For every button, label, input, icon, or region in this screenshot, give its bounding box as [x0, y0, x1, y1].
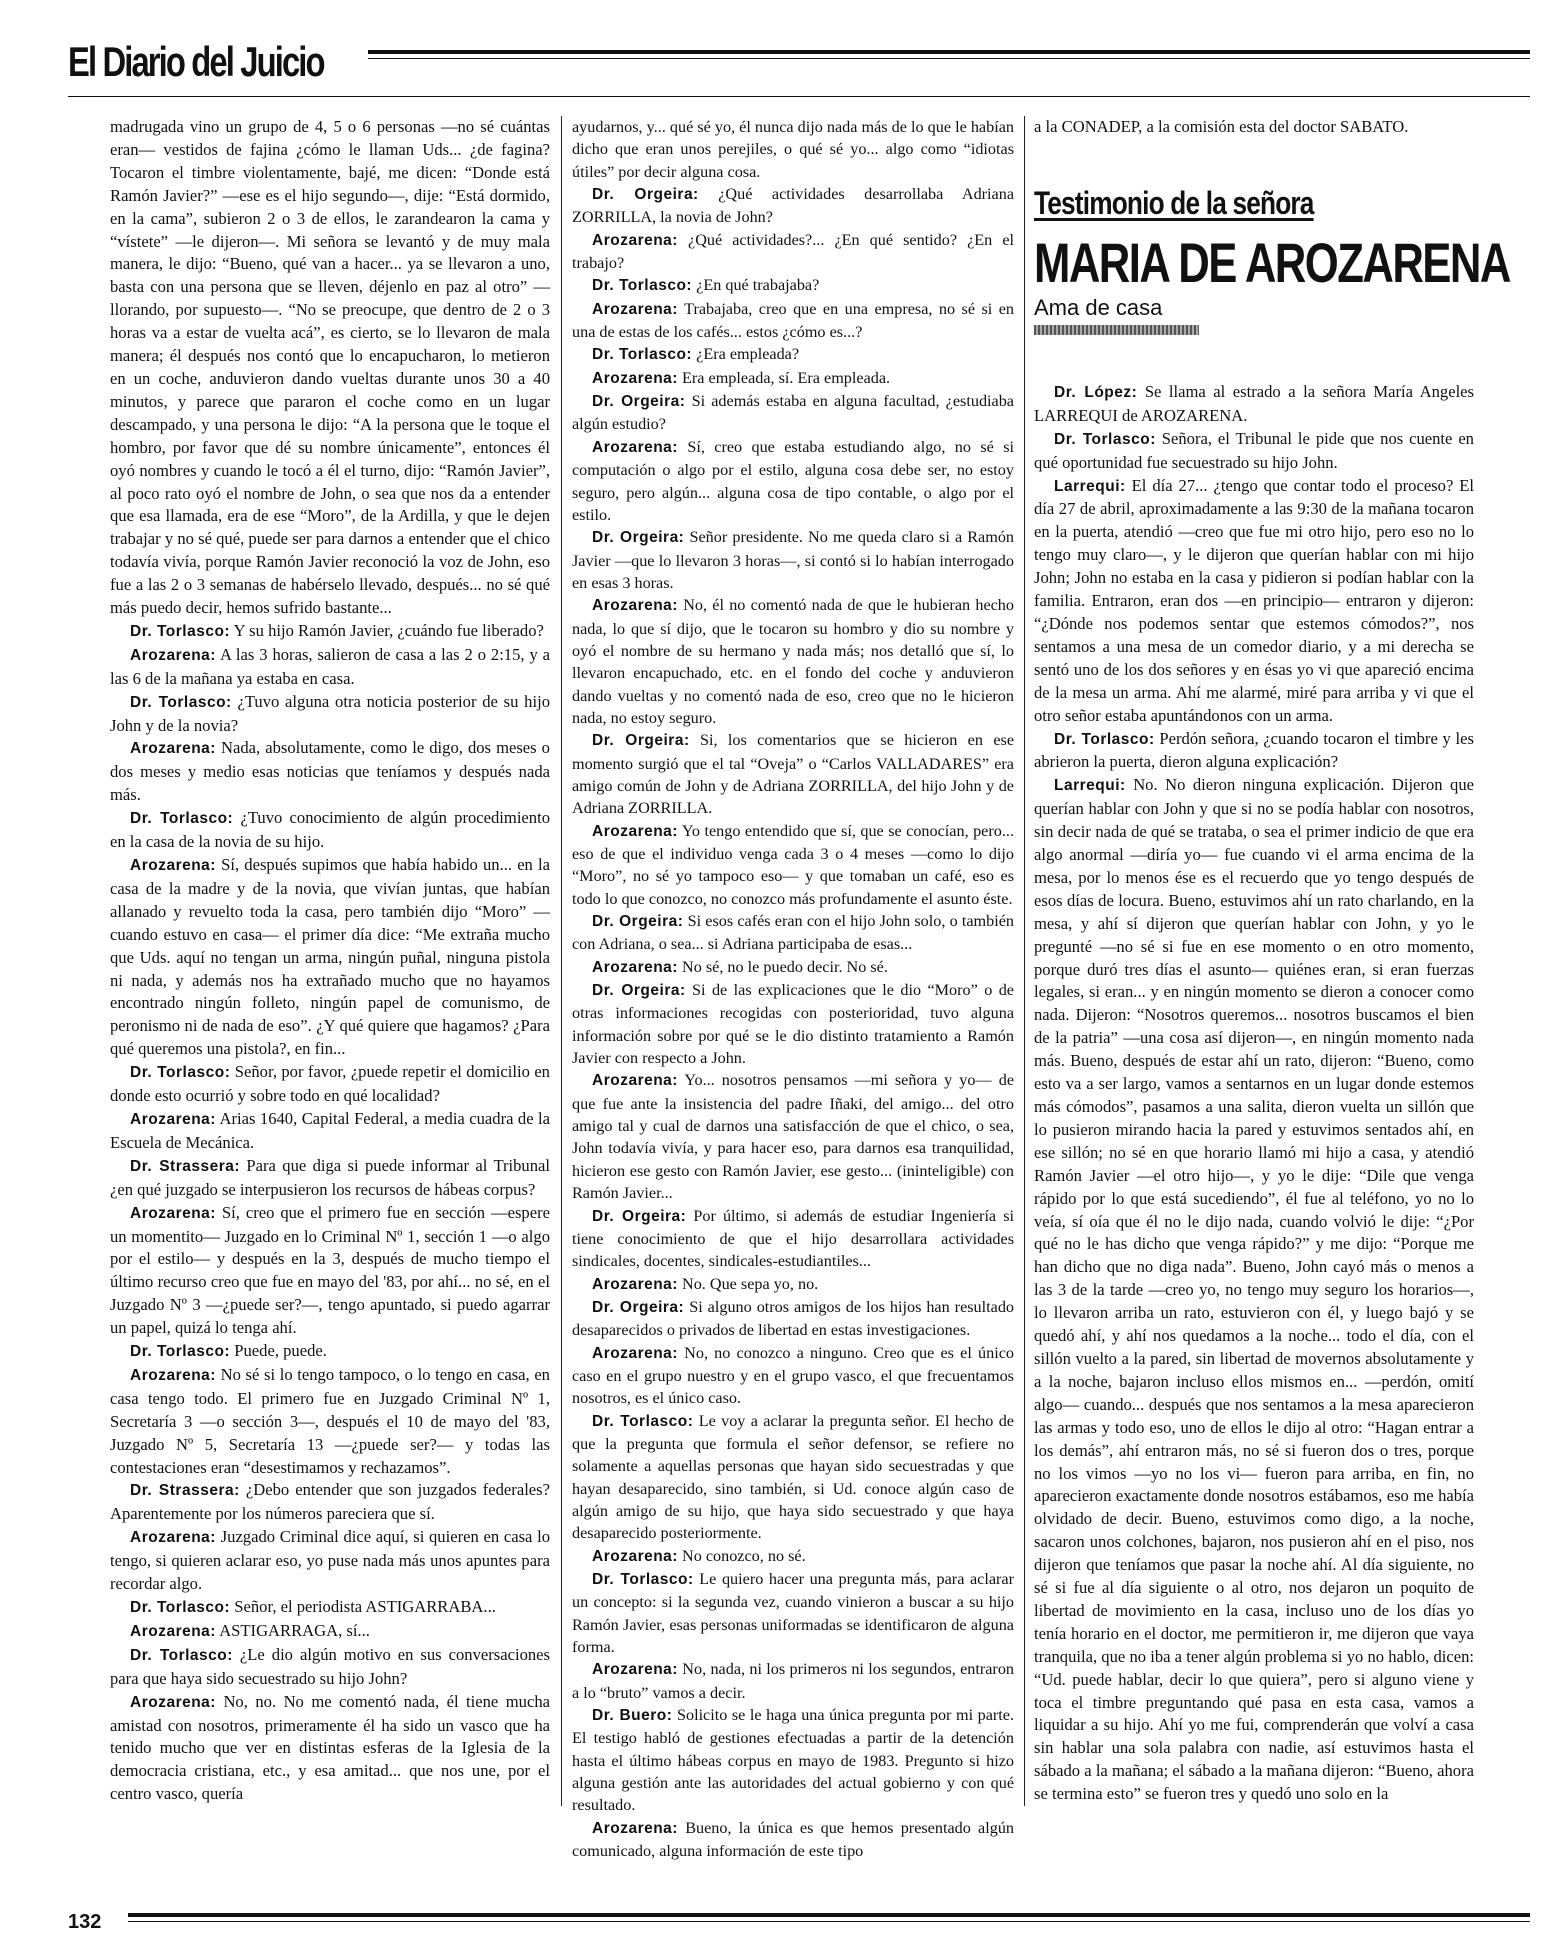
paragraph-text: ¿Tuvo conocimiento de algún procedimiento en la casa de la novia de su hijo. — [110, 808, 551, 852]
dialogue-paragraph — [572, 729, 1014, 819]
dialogue-paragraph — [110, 1620, 550, 1644]
speaker-label: Dr. Strassera: — [130, 1157, 241, 1175]
paragraph-text: No sé si lo tengo tampoco, o lo tengo en casa, en casa tengo todo. El primero fue en Juzgado Criminal Nº 1, Secretaría 3 —o sección 3—, después el 10 de mayo del '83, Juzgado Nº 5, Secretaría 13 —¿puede ser?— y todas las contestaciones eran “desestimamos y rechazamos”. — [110, 1364, 550, 1477]
dialogue-paragraph — [572, 1704, 1014, 1817]
speaker-label: Dr. Orgeira: — [592, 913, 684, 931]
speaker-label: Arozarena: — [592, 1275, 678, 1293]
paragraph-text: ASTIGARRAGA, sí... — [219, 1620, 370, 1640]
column-3-testimony — [1034, 381, 1474, 1806]
dialogue-paragraph — [110, 1479, 550, 1526]
column-divider-1 — [561, 116, 562, 1806]
speaker-label: Arozarena: — [592, 597, 678, 615]
paragraph-text: Le quiero hacer una pregunta más, para aclarar un concepto: si la segunda vez, cuando vinieron a buscar a su hijo Ramón Javier, esas personas uniformadas se identificaron de alguna forma. — [572, 1570, 1014, 1657]
dialogue-paragraph — [110, 1526, 550, 1596]
dialogue-paragraph — [110, 1061, 550, 1108]
paragraph-text: Para que diga si puede informar al Tribunal ¿en qué juzgado se interpusieron los recursos de hábeas corpus? — [110, 1155, 551, 1199]
testimony-heading — [1034, 184, 1510, 335]
witness-name: MARIA DE AROZARENA — [1034, 230, 1510, 294]
paragraph-text: A las 3 horas, salieron de casa a las 2 o 2:15, y a las 6 de la mañana ya estaba en casa. — [110, 644, 551, 688]
speaker-label: Arozarena: — [130, 857, 216, 874]
speaker-label: Dr. Orgeira: — [592, 529, 685, 547]
dialogue-paragraph — [1034, 728, 1474, 775]
dialogue-paragraph — [110, 1596, 550, 1620]
dialogue-paragraph — [572, 343, 1014, 366]
heading-decorative-bar — [1034, 325, 1199, 335]
speaker-label: Dr. Torlasco: — [130, 622, 231, 640]
paragraph-text: ¿Era empleada? — [696, 345, 800, 364]
dialogue-paragraph — [572, 1273, 1014, 1296]
speaker-label: Dr. Torlasco: — [130, 1646, 233, 1664]
dialogue-paragraph — [572, 390, 1014, 436]
paragraph-text: madrugada vino un grupo de 4, 5 o 6 personas —no sé cuántas eran— vestidos de fajina ¿cómo le llaman Uds... ¿de fagina? Tocaron el timbre violentamente, bajé, me dicen: “Donde está Ramón Javier?” —ese es el hijo segundo—, dije: “Está dormido, en la cama”, subieron 2 o 3 de ellos, le zarandearon la cama y “vístete” —le dijeron—. Mi señora se levantó y de muy mala manera, le dijo: “Bueno, qué van a hacer... ya se llevaron a uno, basta con una persona que se lleven, déjenlo en paz al otro” —llorando, por supuesto—. “No se preocupe, que dentro de 2 o 3 horas va a estar de vuelta acá”, es cierto, se lo llevaron de mala manera; él después nos contó que lo encapucharon, lo metieron en un coche, anduvieron dando vueltas durante unos 30 a 40 minutos, y parece que pararon el coche como en un lugar descampado, y una persona le dijo: “A la persona que le toque el hombro, por favor que dé su nombre únicamente”, entonces él oyó nombres y cuando le tocó a él el turno, dijo: “Ramón Javier”, al poco rato oyó el nombre de John, o sea que nos da a entender que esa llamada, era de ese “Moro”, de la Ardilla, y que le dejen trabajar y no sé qué, puede ser para darnos a entender que el chico todavía vivía, porque Ramón Javier reconoció la voz de John, eso fue a las 2 o 3 semanas de habérselo llevado, después... no sé qué más puedo decir, hemos sufrido bastante... — [110, 117, 550, 618]
paragraph-text: Si esos cafés eran con el hijo John solo, o también con Adriana, o sea... si Adriana participaba de esas... — [572, 912, 1015, 954]
speaker-label: Dr. Torlasco: — [592, 277, 693, 295]
speaker-label: Dr. Torlasco: — [592, 1412, 694, 1430]
paragraph-text: Señor, por favor, ¿puede repetir el domicilio en donde esto ocurrió y sobre todo en qué localidad? — [110, 1062, 550, 1106]
page-number: 132 — [68, 1911, 102, 1933]
dialogue-paragraph — [572, 910, 1014, 956]
speaker-label: Dr. Orgeira: — [592, 982, 686, 1000]
dialogue-paragraph — [572, 116, 1014, 183]
footer-rule-thin — [128, 1921, 1530, 1922]
paragraph-text: Yo tengo entendido que sí, que se conocían, pero... eso de que el individuo venga cada 3 o 4 meses —como lo dijo “Moro”, no sé yo tampoco eso— y que tomaban un café, eso es todo lo que conozco, no conozco más profundamente el asunto éste. — [572, 821, 1014, 908]
speaker-label: Dr. Orgeira: — [592, 1207, 687, 1225]
dialogue-paragraph — [572, 956, 1014, 979]
paragraph-text: ayudarnos, y... qué sé yo, él nunca dijo nada más de lo que le habían dicho que eran unos perejiles, o qué sé yo... algo como “idiotas útiles” por decir alguna cosa. — [572, 118, 1014, 181]
column-3-continuation — [1034, 116, 1474, 139]
dialogue-paragraph — [572, 229, 1014, 275]
dialogue-paragraph — [110, 854, 550, 1061]
column-1 — [110, 116, 550, 1806]
dialogue-paragraph — [110, 620, 550, 644]
speaker-label: Arozarena: — [130, 646, 216, 664]
speaker-label: Arozarena: — [592, 1547, 678, 1565]
dialogue-paragraph — [1034, 381, 1474, 428]
dialogue-paragraph — [110, 737, 550, 807]
speaker-label: Arozarena: — [130, 740, 216, 758]
masthead-rule-bottom — [68, 96, 1530, 97]
speaker-label: Larrequi: — [1054, 477, 1126, 495]
paragraph-text: Arias 1640, Capital Federal, a media cuadra de la Escuela de Mecánica. — [110, 1108, 551, 1152]
paragraph-text: ¿Le dio algún motivo en sus conversaciones para que haya sido secuestrado su hijo John? — [110, 1644, 550, 1688]
dialogue-paragraph — [1034, 116, 1474, 139]
paragraph-text: Sí, creo que estaba estudiando algo, no sé si computación o algo por el estilo, alguna cosa debe ser, no estoy seguro, pero algún... alguna cosa de tipo contable, o algo por el estilo. — [572, 437, 1014, 524]
publication-title: El Diario del Juicio — [68, 38, 324, 85]
paragraph-text: ¿Qué actividades desarrollaba Adriana ZORRILLA, la novia de John? — [572, 185, 1015, 227]
paragraph-text: No, no conozco a ninguno. Creo que es el único caso en el grupo nuestro y en el grupo vasco, el que frecuentamos nosotros, es el único caso. — [572, 1343, 1014, 1408]
dialogue-paragraph — [572, 436, 1014, 526]
speaker-label: Arozarena: — [592, 300, 678, 318]
dialogue-paragraph — [572, 1069, 1014, 1204]
paragraph-text: Si alguno otros amigos de los hijos han resultado desaparecidos o privados de libertad en estas investigaciones. — [572, 1297, 1015, 1340]
dialogue-paragraph — [110, 691, 550, 738]
dialogue-paragraph — [110, 1644, 550, 1691]
speaker-label: Arozarena: — [592, 958, 678, 976]
dialogue-paragraph — [110, 1108, 550, 1155]
paragraph-text: No, no. No me comentó nada, él tiene mucha amistad con nosotros, primeramente él ha sido un vasco que ha tenido mucho que ver en distintas esferas de la Iglesia de la democracia cristiana, etc., y esa amitad... que nos une, por el centro vasco, quería — [110, 1691, 550, 1804]
speaker-label: Arozarena: — [130, 1529, 216, 1547]
speaker-label: Dr. Buero: — [592, 1707, 673, 1725]
speaker-label: Dr. Orgeira: — [592, 393, 686, 411]
speaker-label: Dr. Torlasco: — [592, 346, 693, 364]
dialogue-paragraph — [110, 116, 550, 620]
speaker-label: Dr. Torlasco: — [1054, 730, 1155, 748]
dialogue-paragraph — [572, 1342, 1014, 1410]
speaker-label: Dr. Orgeira: — [592, 1298, 685, 1316]
dialogue-paragraph — [572, 367, 1014, 390]
paragraph-text: Juzgado Criminal dice aquí, si quieren en casa lo tengo, si quieren aclarar eso, yo puse nada más unos apuntes para recordar algo. — [110, 1527, 551, 1594]
witness-occupation: Ama de casa — [1034, 294, 1163, 320]
speaker-label: Arozarena: — [592, 369, 678, 387]
speaker-label: Arozarena: — [592, 1072, 678, 1090]
paragraph-text: El día 27... ¿tengo que contar todo el proceso? El día 27 de abril, aproximadamente a las 9:30 de la mañana tocaron en la puerta, atendió —creo que fue mi otro hijo, pero eso no lo tengo muy claro—, y le dijeron que querían hablar con mi hijo John; John no estaba en la casa y pidieron si podían hablar con la familia. Entraron, eran dos —en principio— entraron y dijeron: “¿Dónde nos podemos sentar que estemos cómodos?”, nos sentamos a una mesa de un comedor diario, y a mi derecha se sentó uno de los dos señores y en ésas yo vi que apareció encima de la mesa un arma. Ahí me alarmé, miré para arriba y vi que el otro señor estaba apuntándonos con un arma. — [1034, 475, 1474, 725]
paragraph-text: Sí, después supimos que había habido un... en la casa de la madre y de la novia, que vivían juntas, que habían allanado y revuelto toda la casa, pero también dijo “Moro” —cuando estuvo en casa— el primer día dice: “Me extraña mucho que Uds. aquí no tengan un arma, ningún puñal, ninguna pistola ni nada, y además nos ha extrañado mucho que no hayamos encontrado ningún folleto, ningún papel de comunismo, de peronismo ni de nada de eso”. ¿Y qué quiere que hagamos? ¿Para qué queremos una pistola?, en fin... — [110, 855, 550, 1059]
speaker-label: Dr. Torlasco: — [130, 810, 234, 828]
paragraph-text: Si además estaba en alguna facultad, ¿estudiaba algún estudio? — [572, 392, 1014, 434]
paragraph-text: No sé, no le puedo decir. No sé. — [682, 957, 888, 976]
dialogue-paragraph — [572, 1410, 1014, 1545]
paragraph-text: ¿Debo entender que son juzgados federales? Aparentemente por los números pareciera que sí. — [110, 1480, 550, 1524]
paragraph-text: No. No dieron ninguna explicación. Dijeron que querían hablar con John y que si no se podía hablar con nosotros, sin decir nada de qué se trataba, o sea el primer indicio de que era algo anormal —diría yo— fue cuando vi el arma encima de la mesa, por lo menos ése es el recuerdo que yo tengo después de esos días de locura. Bueno, estuvimos ahí un rato charlando, en la mesa, y ahí sí dijeron que querían hablar con John, y yo le pregunté —no sé si fue en ese momento o en otro momento, porque duró tres días el asunto— quiénes eran, si eran fuerzas legales, si eran... y en ningún momento se dieron a conocer como nada. Dijeron: “Nosotros queremos... nosotros buscamos el bien de la patria” —una cosa así dijeron—, en ningún momento nada más. Bueno, después de estar ahí un rato, dijeron: “Bueno, como esto va a ser largo, vamos a sentarnos en un lugar donde estemos más cómodos”, pasamos a una salita, dieron vuelta un sillón que lo pusieron mirando hacia la pared y estuvimos sentados ahí, en ese sillón; no sé en que horario llamó mi hijo a casa, y atendió Ramón Javier —el otro hijo—, y yo le dije: “Dile que venga rápido por lo que está sucediendo”, él fue al teléfono, yo no lo veía, sí oía que él no le dijo nada, cuando volvió le dije: “¿Por qué no le has dicho que venga rápido?” y me dijo: “Porque me han dicho que no diga nada”. Bueno, John cayó más o menos a las 3 de la tarde —creo yo, no tengo muy seguro los horarios—, lo llevaron arriba un rato, estuvieron con él, y luego bajó y se quedó ahí, y ahí nos quedamos a la noche... todo el día, con el sillón vuelto a la pared, sin libertad de movernos absolutamente y a la noche, bajaron incluso ellos mismos en... —perdón, omití algo— cuando... después que nos sentamos a la mesa aparecieron las armas y todo eso, uno de ellos le dijo al otro: “Hagan entrar a los demás”, ahí entraron más, no sé si fueron dos o tres, porque no los vimos —yo no los vi— fueron para arriba, en fin, no aparecieron exactamente donde nosotros estábamos, eso me había olvidado de decir. Bueno, estuvimos como digo, a la noche, sacaron unos colchones, bajaron, nos pusieron ahí en el piso, nos dijeron que teníamos que pasar la noche ahí. Al día siguiente, no sé si fue al día siguiente o al otro, nos dejaron un poquito de libertad de movimiento en la casa, incluso uno de los días yo tenía horario en el doctor, me permitieron ir, me dijeron que vaya tranquila, que no iba a tener algún problema si yo no hablo, dicen: “Ud. puede hablar, decir lo que quiera”, pero si alguno viene y toca el timbre preguntando qué pasa en esta casa, vamos a liquidar a su hijo. Ahí yo me fui, comprenderán que volví a casa sin hablar una sola palabra con nadie, así estuvimos hasta el sábado a la mañana; el sábado a la mañana dijeron: “Bueno, ahora se termina esto” se fueron tres y quedó uno solo en la — [1034, 775, 1474, 1804]
paragraph-text: No conozco, no sé. — [682, 1546, 806, 1565]
speaker-label: Arozarena: — [130, 1622, 216, 1640]
dialogue-paragraph — [110, 1202, 550, 1340]
dialogue-paragraph — [572, 820, 1014, 910]
dialogue-paragraph — [572, 594, 1014, 729]
speaker-label: Arozarena: — [592, 822, 678, 840]
dialogue-paragraph — [572, 1205, 1014, 1273]
speaker-label: Arozarena: — [592, 438, 678, 456]
speaker-label: Dr. Torlasco: — [130, 1599, 231, 1616]
speaker-label: Arozarena: — [592, 1344, 678, 1362]
speaker-label: Dr. Orgeira: — [592, 186, 699, 204]
footer — [68, 1901, 1530, 1941]
paragraph-text: Bueno, la única es que hemos presentado algún comunicado, alguna información de este tipo — [572, 1818, 1015, 1861]
paragraph-text: ¿Qué actividades?... ¿En qué sentido? ¿En el trabajo? — [572, 230, 1015, 273]
dialogue-paragraph — [110, 644, 550, 691]
paragraph-text: Perdón señora, ¿cuando tocaron el timbre y les abrieron la puerta, dieron alguna explicación? — [1034, 728, 1474, 772]
paragraph-text: Era empleada, sí. Era empleada. — [682, 368, 891, 387]
paragraph-text: Por último, si además de estudiar Ingeniería si tiene conocimiento de que el hijo desarrollara actividades sindicales, docentes, sindicales-estudiantiles... — [572, 1206, 1014, 1271]
paragraph-text: Puede, puede. — [234, 1341, 327, 1361]
dialogue-paragraph — [572, 526, 1014, 594]
paragraph-text: Señor presidente. No me queda claro si a Ramón Javier —que lo llevaron 3 horas—, si contó si lo habían interrogado en esas 3 horas. — [572, 528, 1015, 592]
paragraph-text: ¿En qué trabajaba? — [696, 276, 820, 295]
dialogue-paragraph — [572, 1296, 1014, 1342]
paragraph-text: Yo... nosotros pensamos —mi señora y yo— de que fue ante la insistencia del padre Iñaki, del amigo... del otro amigo tal y cual de darnos una satisfacción de que el chico, o sea, John todavía vivía, y para hacer eso, para darnos esa tranquilidad, hicieron ese gesto con Ramón Javier, ese gesto... (ininteligible) con Ramón Javier... — [572, 1071, 1014, 1203]
dialogue-paragraph — [572, 274, 1014, 297]
footer-rule-thick — [128, 1913, 1530, 1917]
speaker-label: Arozarena: — [130, 1204, 216, 1222]
speaker-label: Arozarena: — [130, 1110, 216, 1128]
dialogue-paragraph — [572, 1568, 1014, 1658]
speaker-label: Dr. Torlasco: — [130, 693, 232, 711]
masthead-rule-thin — [368, 58, 1530, 59]
speaker-label: Dr. Torlasco: — [130, 1343, 231, 1361]
dialogue-paragraph — [572, 979, 1014, 1069]
column-divider-2 — [1024, 116, 1025, 1806]
paragraph-text: Y su hijo Ramón Javier, ¿cuándo fue liberado? — [233, 620, 544, 640]
paragraph-text: Solicito se le haga una única pregunta por mi parte. El testigo habló de gestiones efectuadas a partir de la detención hasta el último hábeas corpus en mayo de 1983. Pregunto si hizo alguna gestión ante las autoridades del actual gobierno y con qué resultado. — [572, 1706, 1015, 1815]
paragraph-text: No, nada, ni los primeros ni los segundos, entraron a lo “bruto” vamos a decir. — [572, 1660, 1015, 1702]
dialogue-paragraph — [572, 298, 1014, 344]
speaker-label: Dr. López: — [1054, 383, 1138, 401]
paragraph-text: Si de las explicaciones que le dio “Moro” o de otras informaciones recogidas con posterioridad, tuvo alguna información sobre por qué se le dio distinto tratamiento a Ramón Javier con respecto a John. — [572, 981, 1014, 1068]
testimony-heading-line: Testimonio de la señora — [1034, 184, 1314, 221]
column-3 — [1034, 116, 1510, 1806]
dialogue-paragraph — [110, 1691, 550, 1807]
paragraph-text: Sí, creo que el primero fue en sección —espere un momentito— Juzgado en lo Criminal Nº 1, sección 1 —o algo por el estilo— y después en la 3, después de mucho tiempo el último recurso creo que fue en mayo del '83, por ahí... no sé, en el Juzgado Nº 3 —¿puede ser?—, tengo apuntado, si puedo agarrar un papel, quizá lo tenga ahí. — [110, 1202, 550, 1338]
paragraph-text: Señor, el periodista ASTIGARRABA... — [234, 1597, 496, 1616]
paragraph-text: No, él no comentó nada de que le hubieran hecho nada, lo que sí dijo, que le tocaron su hombro y dio su nombre y oyó el nombre de su hermano y nada más; nos detalló que sí, lo llevaron encapuchado, etc. en el fondo del coche y anduvieron dando vueltas y no comentó nada de eso, creo que no le hicieron nada, no estoy seguro. — [572, 596, 1014, 727]
speaker-label: Arozarena: — [592, 231, 678, 249]
paragraph-text: Nada, absolutamente, como le digo, dos meses o dos meses y medio esas noticias que teníamos y después nada más. — [110, 738, 550, 805]
dialogue-paragraph — [110, 807, 550, 854]
dialogue-paragraph — [572, 1817, 1014, 1863]
paragraph-text: No. Que sepa yo, no. — [682, 1274, 819, 1293]
dialogue-paragraph — [110, 1155, 550, 1202]
speaker-label: Arozarena: — [592, 1661, 678, 1679]
speaker-label: Arozarena: — [130, 1693, 216, 1711]
paragraph-text: a la CONADEP, a la comisión esta del doctor SABATO. — [1034, 117, 1409, 136]
paragraph-text: Le voy a aclarar la pregunta señor. El hecho de que la pregunta que formula el señor defensor, se refiere no solamente a aquellas personas que hayan sido secuestradas y que hayan desaparecido, sino también, si Ud. conoce algún caso de algún amigo de su hijo, que haya sido secuestrado y que haya desaparecido posteriormente. — [572, 1411, 1014, 1543]
speaker-label: Dr. Torlasco: — [1054, 430, 1156, 448]
speaker-label: Dr. Torlasco: — [130, 1064, 231, 1082]
column-2 — [572, 116, 1014, 1862]
dialogue-paragraph — [572, 1545, 1014, 1568]
paragraph-text: ¿Tuvo alguna otra noticia posterior de su hijo John y de la novia? — [110, 691, 550, 735]
dialogue-paragraph — [110, 1364, 550, 1480]
speaker-label: Arozarena: — [592, 1819, 678, 1837]
dialogue-paragraph — [572, 183, 1014, 229]
paragraph-text: Trabajaba, creo que en una empresa, no sé si en una de estas de los cafés... estos ¿cómo es...? — [572, 299, 1014, 342]
speaker-label: Arozarena: — [130, 1366, 216, 1384]
paragraph-text: Señora, el Tribunal le pide que nos cuente en qué oportunidad fue secuestrado su hijo John. — [1034, 428, 1474, 472]
speaker-label: Dr. Orgeira: — [592, 732, 690, 750]
dialogue-paragraph — [1034, 428, 1474, 475]
paragraph-text: Se llama al estrado a la señora María Angeles LARREQUI de AROZARENA. — [1034, 381, 1474, 425]
dialogue-paragraph — [1034, 475, 1474, 728]
speaker-label: Dr. Torlasco: — [592, 1571, 694, 1588]
dialogue-paragraph — [110, 1340, 550, 1364]
speaker-label: Dr. Strassera: — [130, 1482, 240, 1500]
paragraph-text: Si, los comentarios que se hicieron en ese momento surgió que el tal “Oveja” o “Carlos VALLADARES” era amigo común de John y de Adriana ZORRILLA, del hijo John y de Adriana ZORRILLA. — [572, 731, 1014, 818]
masthead-rule-thick — [368, 50, 1530, 54]
dialogue-paragraph — [1034, 774, 1474, 1806]
dialogue-paragraph — [572, 1658, 1014, 1704]
speaker-label: Larrequi: — [1054, 777, 1126, 795]
masthead — [68, 38, 1530, 98]
